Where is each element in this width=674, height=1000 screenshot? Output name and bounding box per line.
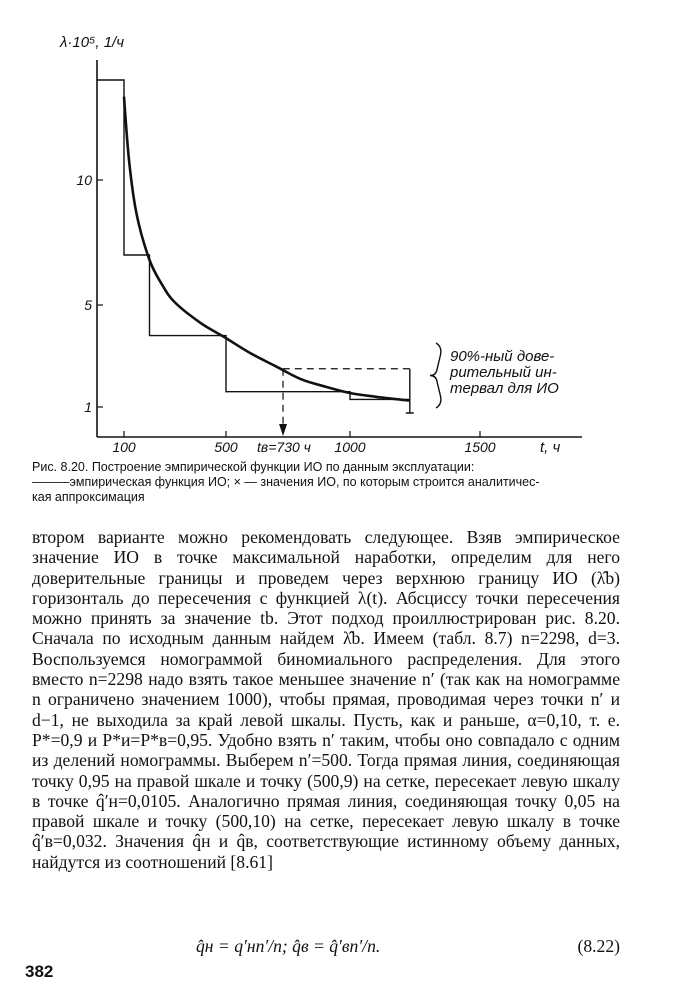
figure-chart <box>0 0 674 460</box>
formula-number: (8.22) <box>577 936 620 956</box>
x-axis-label: t, ч <box>540 439 561 456</box>
x-tick-label: 1000 <box>334 439 366 455</box>
x-tick-label: 100 <box>112 439 136 455</box>
caption-line2: ———эмпирическая функция ИО; × — значения ИО, по которым строится аналитичес- <box>32 475 540 489</box>
approximation-curve-series <box>124 97 410 401</box>
formula-expression: q̂н = q′нn′/n; q̂в = q̂′вn′/n. <box>196 936 381 956</box>
y-tick-label: 1 <box>84 399 92 415</box>
paragraph-text: втором варианте можно рекомендовать следующее. Взяв эмпирическое значение ИО в точке максимальной наработки, определим для него доверительные границы и проведем через верхнюю границу ИО (λ̂b) горизонталь до пересечения с функцией λ(t). Абсциссу точки пересечения можно принять за значение tb. Этот подход проиллюстрирован рис. 8.20. Сначала по исходным данным найдем λ̂b. Имеем (табл. 8.7) n=2298, d=3. Воспользуемся номограммой биномиального распределения. Для этого вместо n=2298 надо взять такое меньшее значение n′ (так как на номограмме n ограничено значением 1000), чтобы прямая, проводимая через точки n′ и d−1, не выходила за край левой шкалы. Пусть, как и раньше, α=0,10, т. е. P*=0,9 и P*и=P*в=0,95. Удобно взять n′ таким, чтобы оно совпадало с одним из делений номограммы. Выберем n′=500. Тогда прямая линия, соединяющая точку 0,95 на правой шкале и точку (500,9) на сетке, пересекает левую шкалу в точке q̂′н=0,0105. Аналогично прямая линия, соединяющая точку 0,05 на правой шкале и точку (500,10) на сетке, пересекает левую шкалу в точке q̂′в=0,032. Значения q̂н и q̂в, соответствующие истинному объему данных, найдутся из соотношений [8.61] <box>32 527 620 872</box>
ci-label-line2: рительный ин- <box>450 364 557 381</box>
page-number: 382 <box>25 962 54 981</box>
caption-line1 <box>32 460 644 475</box>
confidence-interval-bar <box>406 369 414 413</box>
y-tick-label: 5 <box>84 297 92 313</box>
caption-line3: кая аппроксимация <box>32 490 145 504</box>
ci-label-line1: 90%-ный дове- <box>450 348 555 365</box>
x-tick-label: 500 <box>214 439 238 455</box>
ci-label-line3: тервал для ИО <box>450 380 559 397</box>
brace-icon <box>430 343 441 408</box>
caption-text: Построение эмпирической функции ИО по данным эксплуатации: <box>91 460 475 474</box>
y-axis-label: λ·10⁵, 1/ч <box>60 34 124 51</box>
tb-label: tв=730 ч <box>257 439 311 455</box>
y-tick-label: 10 <box>76 172 92 188</box>
body-paragraph <box>32 527 620 872</box>
x-tick-label: 1500 <box>464 439 496 455</box>
figure-caption <box>32 460 644 505</box>
y-ticks <box>76 172 103 415</box>
figure-label: Рис. 8.20. <box>32 460 89 474</box>
tb-arrow-icon <box>279 424 287 436</box>
